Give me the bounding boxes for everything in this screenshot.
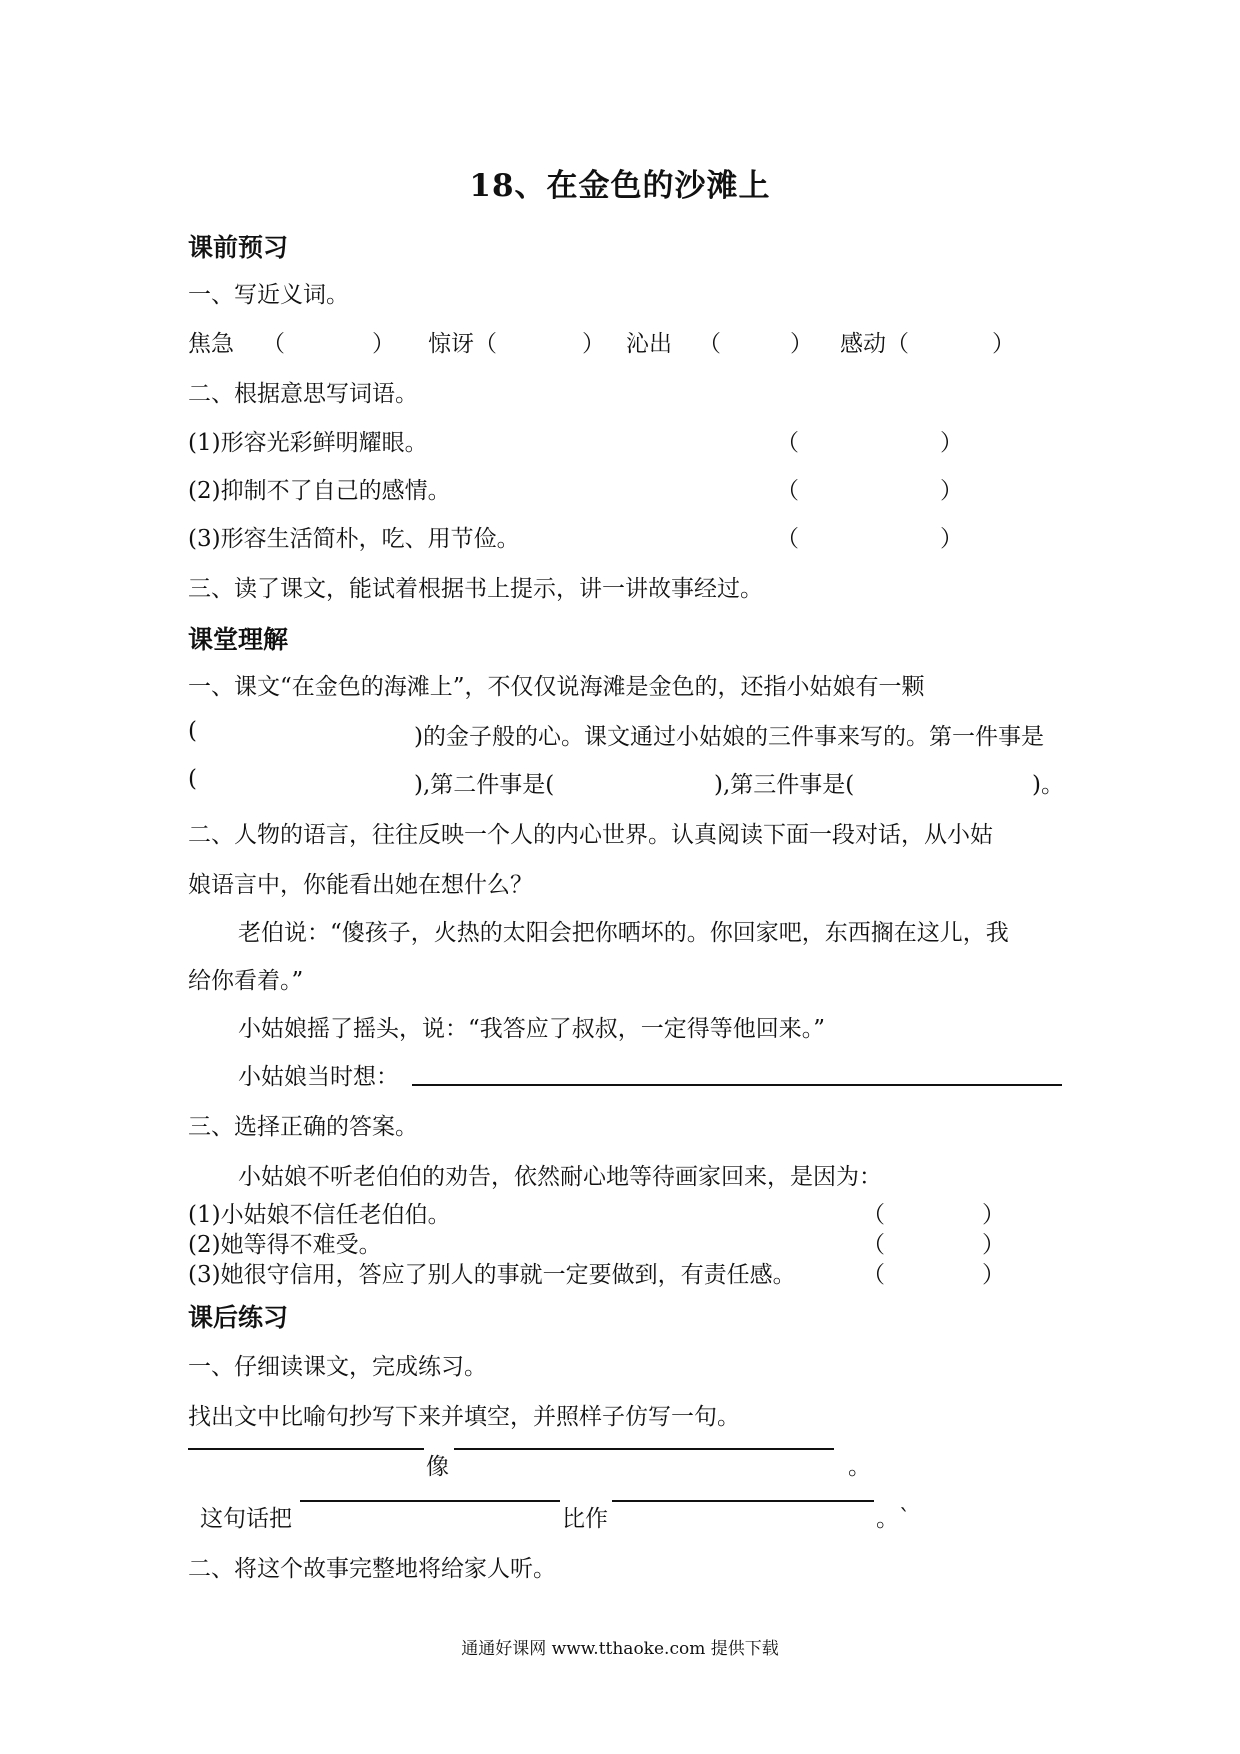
classroom-q1-line3-open: ( — [188, 766, 197, 792]
classroom-q1-line2: )的金子般的心。课文通过小姑娘的三件事来写的。第一件事是 — [414, 724, 1044, 750]
q3-option-1-close: ） — [982, 1202, 1005, 1228]
simile-like-word: 像 — [426, 1454, 449, 1480]
q2-item-1-close: ） — [940, 430, 963, 456]
preview-q1: 一、写近义词。 — [188, 282, 349, 308]
compare-mid: 比作 — [562, 1506, 608, 1532]
q3-option-3-close: ） — [982, 1262, 1005, 1288]
synonym-open-3: （ — [698, 331, 721, 357]
q2-item-2-open: （ — [776, 478, 799, 504]
synonym-word-2: 惊讶 — [428, 331, 474, 357]
synonym-close-4: ） — [992, 331, 1015, 357]
quote-line-3: 小姑娘摇了摇头，说：“我答应了叔叔，一定得等他回来。” — [238, 1016, 826, 1042]
synonym-word-4: 感动 — [840, 331, 886, 357]
quote-line-1: 老伯说：“傻孩子，火热的太阳会把你晒坏的。你回家吧，东西搁在这儿，我 — [238, 920, 1009, 946]
q3-option-3: (3)她很守信用，答应了别人的事就一定要做到，有责任感。 — [188, 1262, 796, 1288]
q2-item-2-close: ） — [940, 478, 963, 504]
synonym-open-1: （ — [262, 331, 285, 357]
synonym-word-3: 沁出 — [626, 331, 672, 357]
simile-end: 。 — [848, 1454, 871, 1480]
classroom-q1-line3-a: ),第二件事是( — [414, 772, 555, 798]
q3-option-2-open: （ — [862, 1232, 885, 1258]
classroom-q3-stem: 小姑娘不听老伯伯的劝告，依然耐心地等待画家回来，是因为： — [238, 1164, 882, 1190]
preview-q2-item-3: (3)形容生活简朴，吃、用节俭。 — [188, 526, 520, 552]
q3-option-2-close: ） — [982, 1232, 1005, 1258]
compare-prefix: 这句话把 — [200, 1506, 292, 1532]
page-title: 18、在金色的沙滩上 — [469, 168, 771, 204]
thought-label: 小姑娘当时想： — [238, 1064, 399, 1090]
preview-q2-item-2: (2)抑制不了自己的感情。 — [188, 478, 451, 504]
compare-blank-1[interactable] — [300, 1500, 560, 1502]
simile-blank-1[interactable] — [188, 1448, 424, 1450]
compare-end: 。` — [876, 1506, 911, 1532]
section-after-heading: 课后练习 — [188, 1303, 289, 1332]
synonym-open-4: （ — [886, 331, 909, 357]
after-q1: 一、仔细读课文，完成练习。 — [188, 1354, 487, 1380]
synonym-word-1: 焦急 — [188, 331, 234, 357]
q3-option-2: (2)她等得不难受。 — [188, 1232, 382, 1258]
classroom-q2-line2: 娘语言中，你能看出她在想什么？ — [188, 872, 533, 898]
classroom-q2-line1: 二、人物的语言，往往反映一个人的内心世界。认真阅读下面一段对话，从小姑 — [188, 822, 993, 848]
classroom-q1-line3-c: )。 — [1032, 772, 1064, 798]
synonym-close-2: ） — [582, 331, 605, 357]
section-preview-heading: 课前预习 — [188, 233, 289, 262]
classroom-q1-line2-open: ( — [188, 718, 197, 744]
preview-q2-item-1: (1)形容光彩鲜明耀眼。 — [188, 430, 428, 456]
q3-option-3-open: （ — [862, 1262, 885, 1288]
q2-item-1-open: （ — [776, 430, 799, 456]
quote-line-2: 给你看着。” — [188, 968, 304, 994]
preview-q3: 三、读了课文，能试着根据书上提示，讲一讲故事经过。 — [188, 576, 763, 602]
preview-q2: 二、根据意思写词语。 — [188, 381, 418, 407]
classroom-q3: 三、选择正确的答案。 — [188, 1114, 418, 1140]
simile-blank-2[interactable] — [454, 1448, 834, 1450]
synonym-close-1: ） — [372, 331, 395, 357]
classroom-q1-line3-b: ),第三件事是( — [714, 772, 855, 798]
q2-item-3-close: ） — [940, 526, 963, 552]
synonym-close-3: ） — [790, 331, 813, 357]
q3-option-1-open: （ — [862, 1202, 885, 1228]
synonym-open-2: （ — [474, 331, 497, 357]
after-q1-instruction: 找出文中比喻句抄写下来并填空，并照样子仿写一句。 — [188, 1404, 740, 1430]
thought-answer-line[interactable] — [412, 1084, 1062, 1086]
q2-item-3-open: （ — [776, 526, 799, 552]
compare-blank-2[interactable] — [612, 1500, 874, 1502]
footer-credit: 通通好课网 www.tthaoke.com 提供下载 — [461, 1639, 779, 1659]
classroom-q1-line1: 一、课文“在金色的海滩上”，不仅仅说海滩是金色的，还指小姑娘有一颗 — [188, 674, 925, 700]
q3-option-1: (1)小姑娘不信任老伯伯。 — [188, 1202, 451, 1228]
after-q2: 二、将这个故事完整地将给家人听。 — [188, 1556, 556, 1582]
section-classroom-heading: 课堂理解 — [188, 625, 289, 654]
